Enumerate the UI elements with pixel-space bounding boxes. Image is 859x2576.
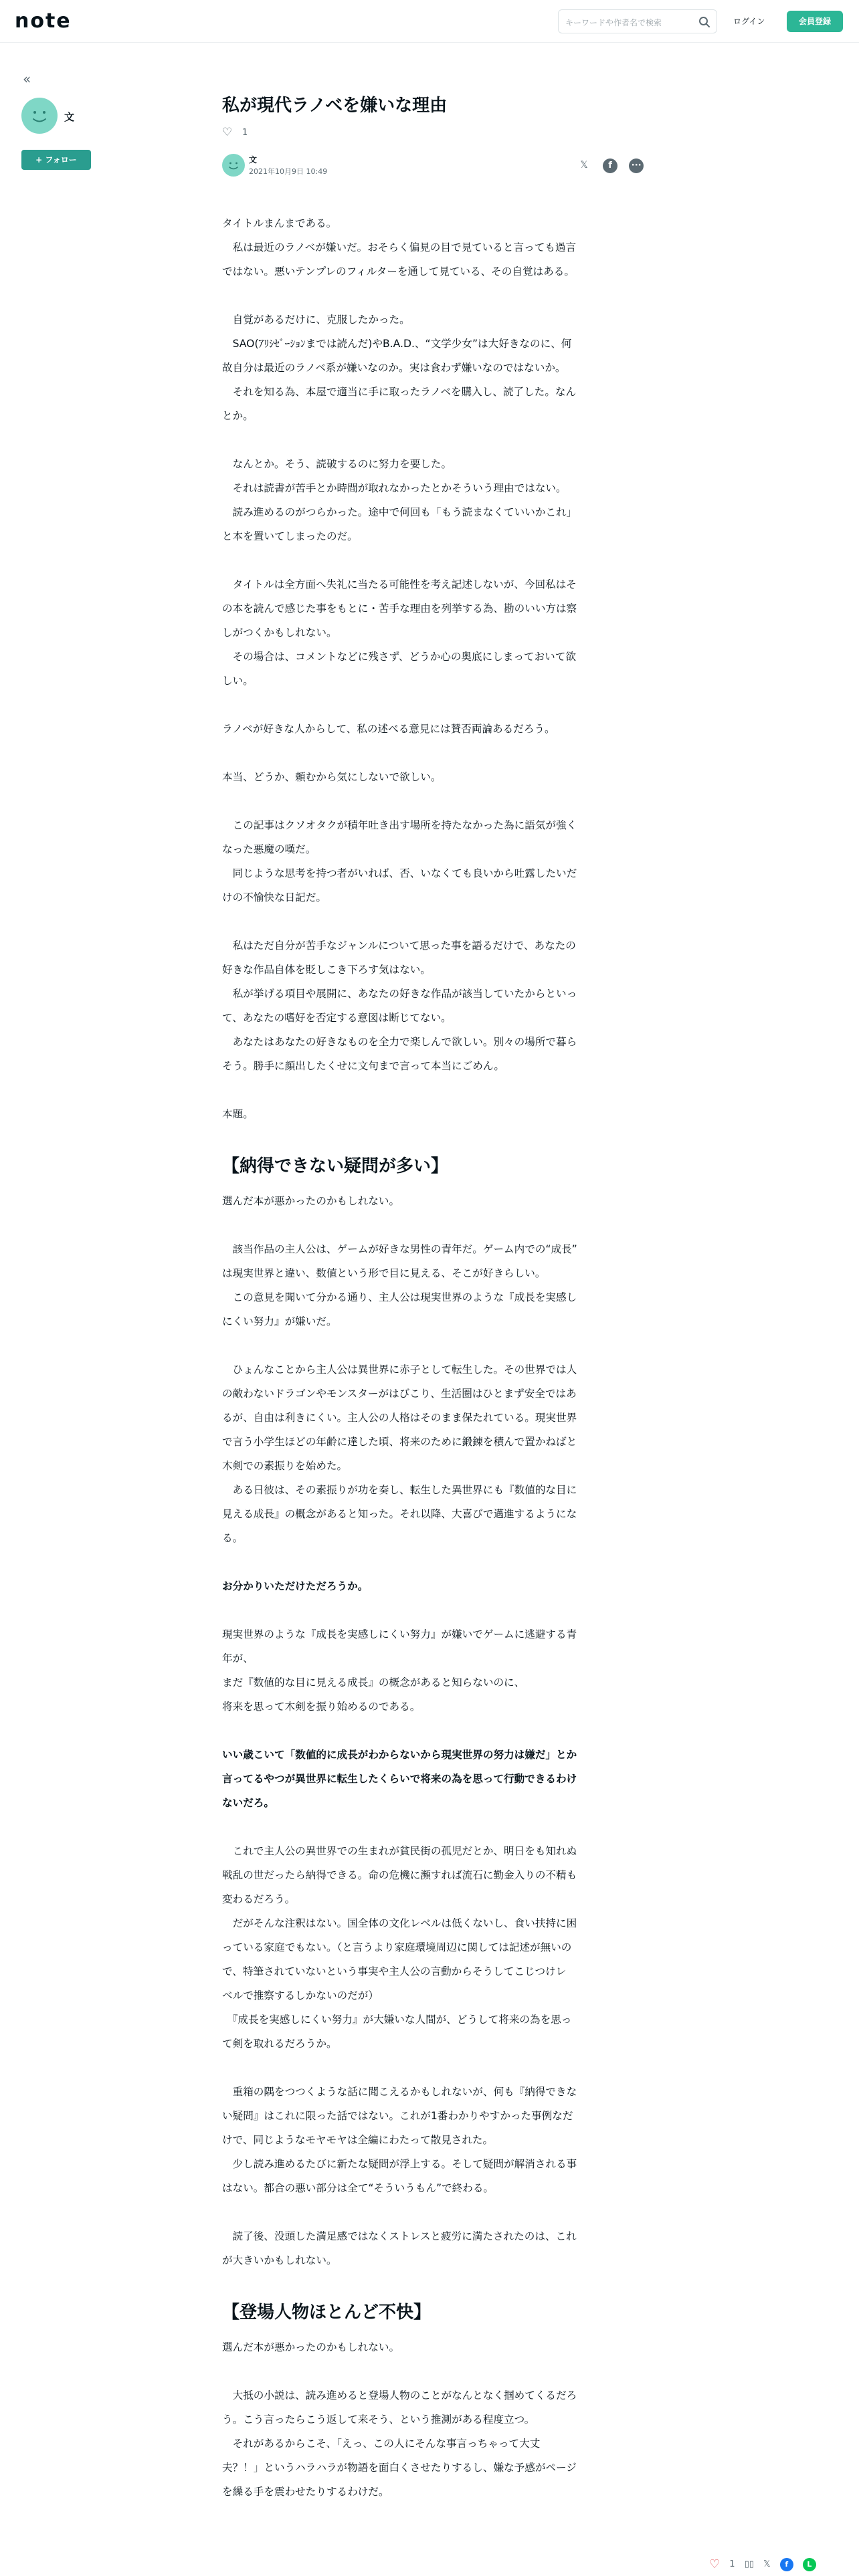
- paragraph-line: そう。勝手に顔出したくせに文句まで言って本当にごめん。: [222, 1060, 504, 1072]
- paragraph-line: を繰る手を震わせたりするわけだ。: [222, 2486, 389, 2498]
- paragraph-line: はない。都合の悪い部分は全て“そういうもん”で終わる。: [222, 2182, 494, 2194]
- x-icon[interactable]: 𝕏: [763, 2559, 771, 2569]
- search-icon[interactable]: [698, 15, 711, 29]
- section-heading: 【納得できない疑問が多い】: [222, 1156, 449, 1176]
- article-paragraph: [222, 1743, 637, 1815]
- paragraph-line: 好きな作品自体を貶しこき下ろす気はない。: [222, 964, 431, 976]
- article-paragraph: [222, 717, 637, 741]
- paragraph-line: それがあるからこそ、「えっ、この人にそんな事言っちゃって大丈: [222, 2438, 541, 2450]
- article-paragraph: [222, 1622, 637, 1719]
- collapse-sidebar-icon[interactable]: «: [23, 71, 31, 87]
- paragraph-line: この意見を聞いて分かる通り、主人公は現実世界のような『成長を実感し: [222, 1291, 577, 1303]
- follow-button[interactable]: + フォロー: [21, 150, 91, 170]
- paragraph-line: 同じような思考を持つ者がいれば、否、いなくても良いから吐露したいだ: [222, 867, 577, 879]
- paragraph-line: ラノベが好きな人からして、私の述べる意見には賛否両論あるだろう。: [222, 723, 555, 735]
- paragraph-line: この記事はクソオタクが積年吐き出す場所を持たなかった為に語気が強く: [222, 819, 577, 831]
- paragraph-line: 故自分は最近のラノベ系が嫌いなのか。実は食わず嫌いなのではないか。: [222, 362, 566, 374]
- search-input[interactable]: キーワードや作者名で検索: [565, 18, 662, 27]
- paragraph-line: 私が挙げる項目や展開に、あなたの好きな作品が該当していたからといっ: [222, 988, 577, 1000]
- paragraph-line: その場合は、コメントなどに残さず、どうか心の奥底にしまっておいて欲: [222, 651, 576, 663]
- paragraph-line: お分かりいただけただろうか。: [222, 1580, 369, 1592]
- paragraph-line: 本題。: [222, 1108, 254, 1120]
- paragraph-line: だがそんな注釈はない。国全体の文化レベルは低くないし、食い扶持に困: [222, 1917, 577, 1929]
- article-paragraph: [222, 1237, 637, 1333]
- paragraph-line: 木剣での素振りを始めた。: [222, 1460, 348, 1472]
- x-icon[interactable]: 𝕏: [580, 160, 588, 171]
- article-paragraph: [222, 765, 637, 789]
- paragraph-line: ひょんなことから主人公は異世界に赤子として転生した。その世界では人: [222, 1364, 577, 1376]
- paragraph-line: それを知る為、本屋で適当に手に取ったラノベを購入し、読了した。なん: [222, 386, 577, 398]
- article-paragraph: [222, 1574, 637, 1598]
- article-paragraph: [222, 2224, 637, 2272]
- facebook-icon[interactable]: f: [603, 158, 617, 173]
- paragraph-line: いい歳こいて「数値的に成長がわからないから現実世界の努力は嫌だ」とか: [222, 1749, 577, 1761]
- paragraph-line: しがつくかもしれない。: [222, 627, 337, 639]
- paragraph-line: い疑問』はこれに限った話ではない。これが1番わかりやすかった事例なだ: [222, 2110, 573, 2122]
- paragraph-line: タイトルまんまである。: [222, 217, 337, 229]
- publish-date: 2021年10月9日 10:49: [249, 167, 328, 176]
- book-icon[interactable]: ▯▯: [744, 2559, 755, 2569]
- paragraph-line: 私はただ自分が苦手なジャンルについて思った事を語るだけで、あなたの: [222, 940, 576, 952]
- paragraph-line: 私は最近のラノベが嫌いだ。おそらく偏見の目で見ていると言っても過言: [222, 241, 577, 253]
- paragraph-line: 選んだ本が悪かったのかもしれない。: [222, 2341, 400, 2353]
- paragraph-line: 将来を思って木剣を振り始めるのである。: [222, 1701, 421, 1713]
- article-paragraph: [222, 452, 637, 548]
- article-body: [222, 211, 637, 2528]
- article-paragraph: [222, 211, 637, 284]
- article-paragraph: [222, 2383, 637, 2504]
- article-paragraph: [222, 934, 637, 1078]
- paragraph-line: 選んだ本が悪かったのかもしれない。: [222, 1195, 400, 1207]
- top-navigation-bar: [0, 0, 859, 43]
- article-paragraph: [222, 2080, 637, 2200]
- paragraph-line: 少し読み進めるたびに新たな疑問が浮上する。そして疑問が解消される事: [222, 2158, 577, 2170]
- search-box[interactable]: [558, 9, 717, 33]
- paragraph-line: 言ってるやつが異世界に転生したくらいで将来の為を思って行動できるわけ: [222, 1773, 577, 1785]
- paragraph-line: しい。: [222, 675, 254, 687]
- paragraph-line: るが、自由は利きにくい。主人公の人格はそのまま保たれている。現実世界: [222, 1412, 577, 1424]
- like-count: 1: [242, 127, 248, 138]
- paragraph-line: ないだろ。: [222, 1797, 274, 1809]
- paragraph-line: けで、同じようなモヤモヤは全編にわたって散見された。: [222, 2134, 494, 2146]
- paragraph-line: ベルで推察するしかないのだが）: [222, 1990, 379, 2002]
- article-paragraph: [222, 572, 637, 693]
- paragraph-line: ではない。悪いテンプレのフィルターを通して見ている、その自覚はある。: [222, 265, 575, 278]
- smiley-face-icon: [21, 98, 58, 134]
- paragraph-line: ある日彼は、その素振りが功を奏し、転生した異世界にも『数値的な目に: [222, 1484, 577, 1496]
- paragraph-line: タイトルは全方面へ失礼に当たる可能性を考え記述しないが、今回私はそ: [222, 578, 577, 591]
- paragraph-line: 見える成長』の概念があると知った。それ以降、大喜びで邁進するようにな: [222, 1508, 577, 1520]
- paragraph-line: て剣を取れるだろうか。: [222, 2038, 337, 2050]
- paragraph-line: の本を読んで感じた事をもとに・苦手な理由を列挙する為、勘のいい方は察: [222, 603, 577, 615]
- facebook-icon[interactable]: f: [780, 2558, 793, 2571]
- author-name-small[interactable]: 文: [249, 155, 258, 165]
- paragraph-line: まだ『数値的な目に見える成長』の概念があると知らないのに、: [222, 1677, 525, 1689]
- paragraph-line: とか。: [222, 410, 254, 422]
- more-icon[interactable]: ···: [629, 158, 644, 173]
- paragraph-line: なった悪魔の嘆だ。: [222, 843, 316, 855]
- smiley-face-icon: [222, 154, 245, 177]
- article-paragraph: [222, 1189, 637, 1213]
- paragraph-line: っている家庭でもない。（と言うより家庭環境周辺に関しては記述が無いの: [222, 1941, 572, 1953]
- paragraph-line: SAO(ｱﾘｼｾﾞｰｼｮﾝまでは読んだ)やB.A.D.、“文学少女”は大好きなのに、何: [222, 338, 572, 350]
- paragraph-line: なんとか。そう、読破するのに努力を要した。: [222, 458, 452, 470]
- paragraph-line: う。こう言ったらこう返して来そう、という推測がある程度立つ。: [222, 2413, 535, 2426]
- paragraph-line: 本当、どうか、頼むから気にしないで欲しい。: [222, 771, 442, 783]
- article-paragraph: [222, 2335, 637, 2359]
- article-paragraph: [222, 308, 637, 428]
- paragraph-line: 『成長を実感しにくい努力』が大嫌いな人間が、どうして将来の為を思っ: [222, 2014, 572, 2026]
- paragraph-line: けの不愉快な日記だ。: [222, 891, 326, 903]
- paragraph-line: で、特筆されていないという事実や主人公の言動からそうしてこじつけレ: [222, 1965, 567, 1977]
- bottom-action-bar: [709, 2557, 823, 2573]
- paragraph-line: 重箱の隅をつつくような話に聞こえるかもしれないが、何も『納得できな: [222, 2086, 577, 2098]
- share-icons: [569, 158, 644, 173]
- author-avatar-small[interactable]: [222, 154, 245, 177]
- paragraph-line: あなたはあなたの好きなものを全力で楽しんで欲しい。別々の場所で暮ら: [222, 1036, 577, 1048]
- paragraph-line: は現実世界と違い、数値という形で目に見える、そこが好きらしい。: [222, 1267, 546, 1279]
- paragraph-line: 変わるだろう。: [222, 1893, 296, 1905]
- paragraph-line: て、あなたの嗜好を否定する意図は断じてない。: [222, 1012, 452, 1024]
- paragraph-line: が大きいかもしれない。: [222, 2254, 337, 2266]
- article-paragraph: [222, 1102, 637, 1126]
- paragraph-line: それは読書が苦手とか時間が取れなかったとかそういう理由ではない。: [222, 482, 567, 494]
- article-title: 私が現代ラノベを嫌いな理由: [222, 96, 448, 116]
- author-avatar[interactable]: [21, 98, 58, 134]
- paragraph-line: これで主人公の異世界での生まれが貧民街の孤児だとか、明日をも知れぬ: [222, 1845, 577, 1857]
- paragraph-line: 年が、: [222, 1652, 254, 1665]
- heart-icon[interactable]: ♡: [709, 2557, 721, 2571]
- paragraph-line: 現実世界のような『成長を実感しにくい努力』が嫌いでゲームに逃避する青: [222, 1628, 577, 1640]
- heart-icon[interactable]: ♡: [222, 126, 233, 139]
- paragraph-line: 該当作品の主人公は、ゲームが好きな男性の青年だ。ゲーム内での“成長”: [222, 1243, 577, 1255]
- section-heading: 【登場人物ほとんど不快】: [222, 2302, 432, 2323]
- login-link[interactable]: ログイン: [733, 17, 765, 26]
- paragraph-line: と本を置いてしまったのだ。: [222, 530, 358, 542]
- paragraph-line: にくい努力』が嫌いだ。: [222, 1315, 337, 1327]
- paragraph-line: 自覚があるだけに、克服したかった。: [222, 314, 410, 326]
- paragraph-line: る。: [222, 1532, 244, 1544]
- line-icon[interactable]: L: [803, 2558, 816, 2571]
- paragraph-line: の敵わないドラゴンやモンスターがはびこり、生活圏はひとまず安全ではあ: [222, 1388, 577, 1400]
- paragraph-line: 戦乱の世だったら納得できる。命の危機に瀕すれば流石に勤金入りの不精も: [222, 1869, 577, 1881]
- note-logo[interactable]: note: [15, 9, 72, 33]
- paragraph-line: で言う小学生ほどの年齢に達した頃、将来のために鍛錬を積んで置かねばと: [222, 1436, 577, 1448]
- paragraph-line: 読み進めるのがつらかった。途中で何回も「もう読まなくていいかこれ」: [222, 506, 577, 518]
- article-paragraph: [222, 813, 637, 909]
- paragraph-line: 大抵の小説は、読み進めると登場人物のことがなんとなく掴めてくるだろ: [222, 2389, 577, 2401]
- like-row: [222, 126, 248, 140]
- author-name[interactable]: 文: [64, 111, 75, 123]
- article-paragraph: [222, 1839, 637, 2056]
- signup-button[interactable]: 会員登録: [787, 11, 843, 32]
- like-count: 1: [729, 2559, 735, 2569]
- article-paragraph: [222, 1358, 637, 1550]
- paragraph-line: 夫？！」というハラハラが物語を面白くさせたりするし、嫌な予感がページ: [222, 2462, 577, 2474]
- paragraph-line: 読了後、没頭した満足感ではなくストレスと疲労に満たされたのは、これ: [222, 2230, 577, 2242]
